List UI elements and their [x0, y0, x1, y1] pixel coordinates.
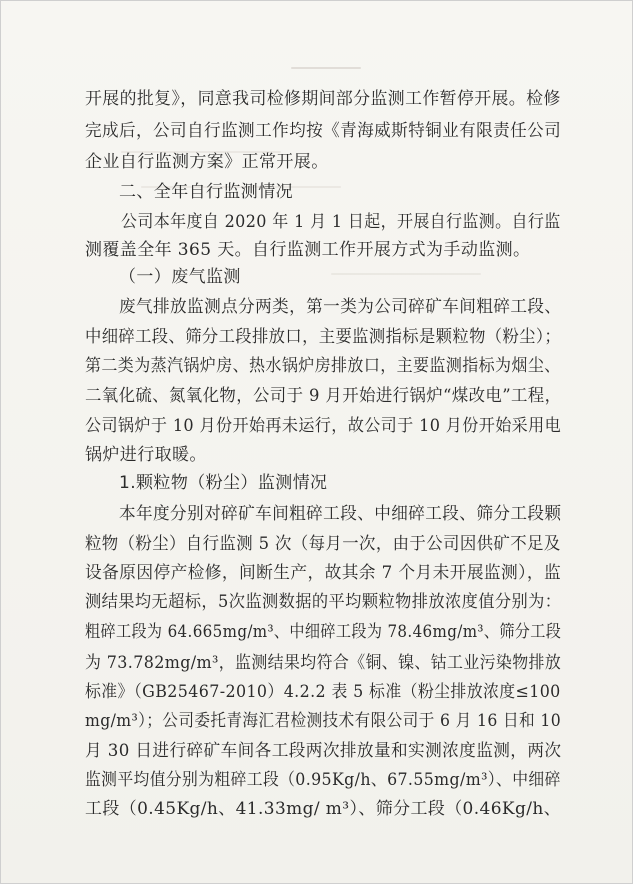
text-line-2: 完成后，公司自行监测工作均按《青海威斯特铜业有限责任公司 — [85, 121, 562, 141]
section-heading-2: 二、全年自行监测情况 — [119, 182, 293, 202]
text-line-15: 本年度分别对碎矿车间粗碎工段、中细碎工段、筛分工段颗 — [119, 504, 562, 524]
text-line-12: 公司锅炉于 10 月份开始再未运行，故公司于 10 月份开始采用电 — [85, 416, 562, 436]
text-line-19: 粗碎工段为 64.665mg/m³、中细碎工段为 78.46mg/m³、筛分工段 — [85, 622, 562, 642]
text-line-3: 企业自行监测方案》正常开展。 — [85, 152, 329, 172]
text-line-9: 中细碎工段、筛分工段排放口，主要监测指标是颗粒物（粉尘）； — [85, 327, 562, 347]
text-line-23: 月 30 日进行碎矿车间各工段两次排放量和实测浓度监测，两次 — [85, 741, 562, 761]
text-line-8: 废气排放监测点分两类，第一类为公司碎矿车间粗碎工段、 — [119, 297, 562, 317]
text-line-25: 工段（0.45Kg/h、41.33mg/ m³）、筛分工段（0.46Kg/h、 — [85, 799, 562, 819]
text-line-24: 监测平均值分别为粗碎工段（0.95Kg/h、67.55mg/m³）、中细碎 — [85, 770, 561, 790]
text-line-21: 标准》（GB25467-2010）4.2.2 表 5 标准（粉尘排放浓度≤100 — [85, 682, 561, 702]
text-line-13: 锅炉进行取暖。 — [85, 445, 207, 465]
text-line-22: mg/m³）；公司委托青海汇君检测技术有限公司于 6 月 16 日和 10 — [85, 711, 562, 731]
text-line-20: 为 73.782mg/m³，监测结果均符合《铜、镍、钴工业污染物排放 — [85, 653, 562, 673]
text-line-10: 第二类为蒸汽锅炉房、热水锅炉房排放口，主要监测指标为烟尘、 — [85, 356, 561, 376]
text-line-11: 二氧化硫、氮氧化物，公司于 9 月开始进行锅炉“煤改电”工程， — [85, 386, 562, 406]
text-line-18: 测结果均无超标，5次监测数据的平均颗粒物排放浓度值分别为： — [85, 592, 562, 612]
subheading-particulates: 1.颗粒物（粉尘）监测情况 — [119, 473, 328, 493]
text-line-5: 公司本年度自 2020 年 1 月 1 日起，开展自行监测。自行监 — [121, 212, 561, 232]
text-line-6: 测覆盖全年 365 天。自行监测工作开展方式为手动监测。 — [85, 240, 531, 260]
text-line-17: 设备原因停产检修，间断生产，故其余 7 个月未开展监测），监 — [85, 563, 562, 583]
text-line-16: 粒物（粉尘）自行监测 5 次（每月一次，由于公司因供矿不足及 — [85, 534, 561, 554]
text-line-1: 开展的批复》，同意我司检修期间部分监测工作暂停开展。检修 — [85, 89, 561, 109]
subsection-heading-waste-gas: （一）废气监测 — [119, 267, 241, 287]
